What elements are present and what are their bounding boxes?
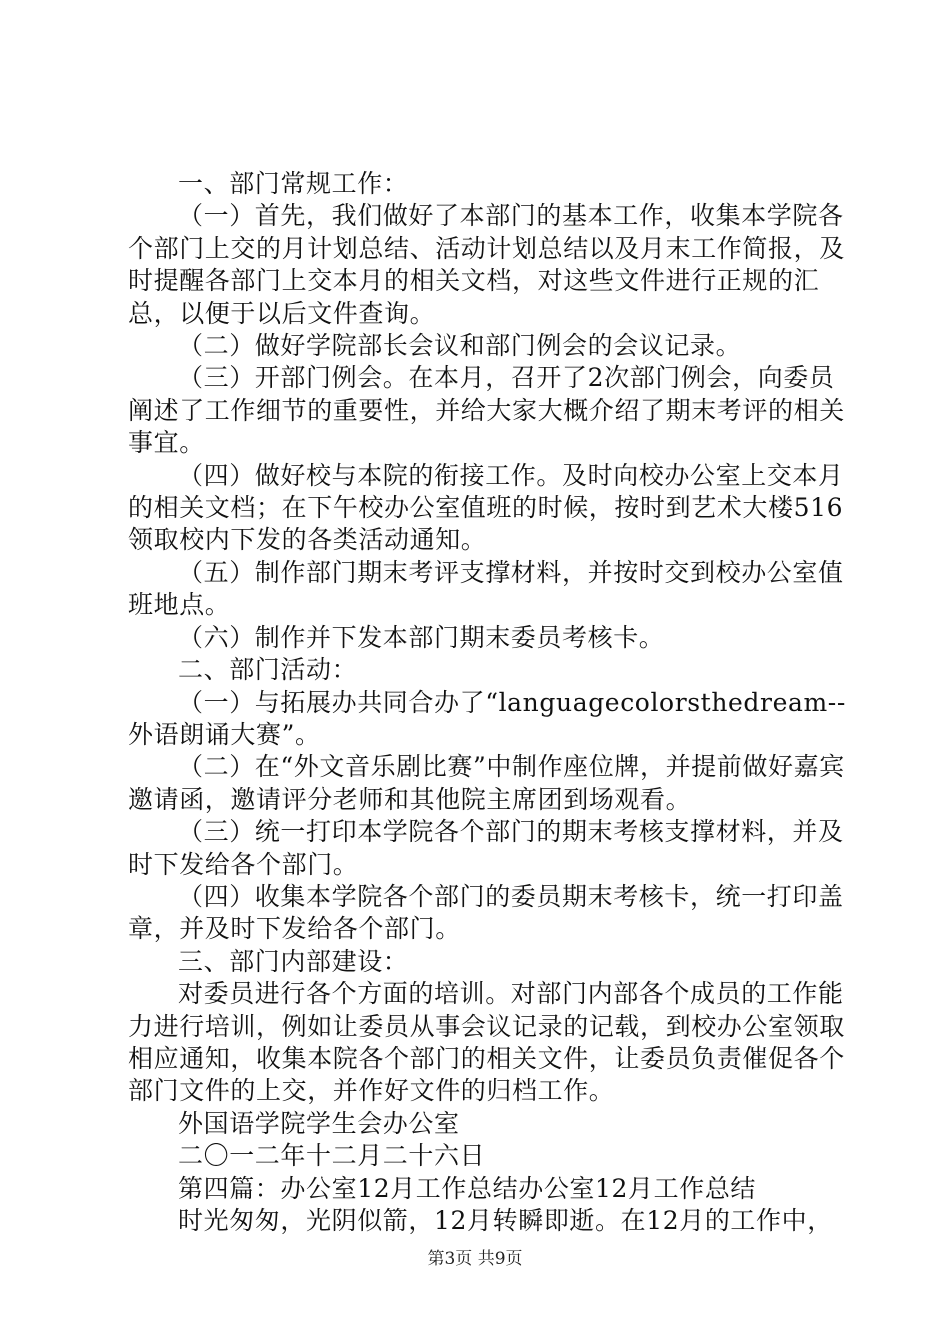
paragraph-item-2: （二）做好学院部长会议和部门例会的会议记录。: [178, 331, 742, 361]
paragraph-activity-2: （二）在“外文音乐剧比赛”中制作座位牌，并提前做好嘉宾邀请函，邀请评分老师和其他院主席团到场观看。: [128, 752, 845, 814]
paragraph-activity-3: （三）统一打印本学院各个部门的期末考核支撑材料，并及时下发给各个部门。: [128, 817, 844, 879]
next-article-title: 第四篇：办公室12月工作总结办公室12月工作总结: [178, 1173, 757, 1203]
paragraph-item-6: （六）制作并下发本部门期末委员考核卡。: [178, 622, 665, 652]
document-body: [128, 168, 848, 1237]
paragraph-activity-4: （四）收集本学院各个部门的委员期末考核卡，统一打印盖章，并及时下发给各个部门。: [128, 881, 844, 944]
paragraph-activity-1: （一）与拓展办共同合办了“languagecolorsthedream--外语朗诵大赛”。: [128, 687, 846, 749]
paragraph-item-1: （一）首先，我们做好了本部门的基本工作，收集本学院各个部门上交的月计划总结、活动计划总结以及月末工作简报，及时提醒各部门上交本月的相关文档，对这些文件进行正规的汇总，以便于以后文件查询。: [128, 201, 845, 328]
section-heading-routine: 一、部门常规工作：: [178, 169, 409, 198]
paragraph-internal: 对委员进行各个方面的培训。对部门内部各个成员的工作能力进行培训，例如让委员从事会议记录的记载，到校办公室领取相应通知，收集本院各个部门的相关文件，让委员负责催促各个部门文件的上交，并作好文件的归档工作。: [128, 979, 845, 1106]
section-heading-activities: 二、部门活动：: [178, 655, 358, 685]
section-heading-internal: 三、部门内部建设：: [178, 946, 409, 976]
signature-org: 外国语学院学生会办公室: [178, 1108, 460, 1138]
page-number-footer: 第3页 共9页: [427, 1249, 523, 1269]
paragraph-item-3: （三）开部门例会。在本月，召开了2次部门例会，向委员阐述了工作细节的重要性，并给大家大概介绍了期末考评的相关事宜。: [128, 363, 845, 458]
signature-date: 二〇一二年十二月二十六日: [178, 1141, 486, 1171]
next-article-opening: 时光匆匆，光阴似箭，12月转瞬即逝。在12月的工作中，: [178, 1206, 833, 1235]
paragraph-item-5: （五）制作部门期末考评支撑材料，并按时交到校办公室值班地点。: [128, 557, 844, 620]
paragraph-item-4: （四）做好校与本院的衔接工作。及时向校办公室上交本月的相关文档；在下午校办公室值班的时候，按时到艺术大楼516领取校内下发的各类活动通知。: [128, 460, 844, 555]
